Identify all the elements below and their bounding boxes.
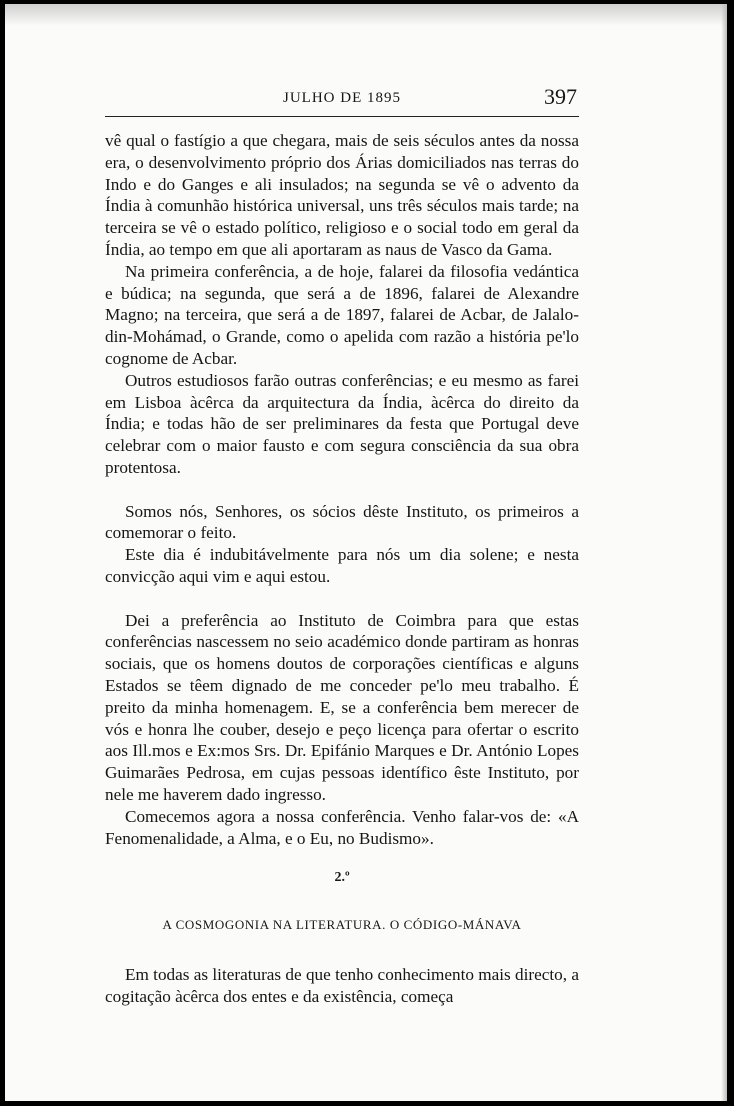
paragraph: Outros estudiosos farão outras conferências; e eu mesmo as farei em Lisboa àcêrca da arquitectura da Índia, àcêrca do direito da Índia; e todas hão de ser preliminares da festa que Portugal deve celebrar com o maior fausto e com segura consciência da sua obra protentosa. [105, 370, 579, 477]
book-page [5, 4, 727, 1101]
page-header [105, 86, 579, 116]
section-title: A COSMOGONIA NA LITERATURA. O CÓDIGO-MÁNAVA [162, 917, 522, 933]
paragraph: vê qual o fastígio a que chegara, mais de seis séculos antes da nossa era, o desenvolvimento próprio dos Árias domiciliados nas terras do Indo e do Ganges e ali insulados; na segunda se vê o advento da Índia à comunhão histórica universal, uns três séculos mais tarde; na terceira se vê o estado político, religioso e o social todo em geral da Índia, ao tempo em que ali aportaram as naus de Vasco da Gama. [105, 131, 579, 259]
paragraph: Somos nós, Senhores, os sócios dêste Instituto, os primeiros a comemorar o feito. [105, 501, 579, 543]
paragraph: Comecemos agora a nossa conferência. Venho falar-vos de: «A Fenomenalidade, a Alma, e o Eu, no Budismo». [105, 806, 579, 848]
section-number: 2.º [334, 870, 350, 886]
scan-shadow-top [5, 4, 727, 26]
scan-shadow-right [721, 4, 727, 1101]
header-rule [105, 116, 579, 117]
paragraph: Em todas as literaturas de que tenho conhecimento mais directo, a cogitação àcêrca dos entes e da existência, começa [105, 964, 579, 1006]
paragraph: Dei a preferência ao Instituto de Coimbra para que estas conferências nascessem no seio académico donde partiram as honras sociais, que os homens doutos de corporações científicas e alguns Estados se têem dignado de me conceder pe'lo meu trabalho. É preito da minha homenagem. E, se a conferência bem merecer de vós e honra lhe couber, desejo e peço licença para ofertar o escrito aos Ill.mos e Ex:mos Srs. Dr. Epifánio Marques e Dr. António Lopes Guimarães Pedrosa, em cujas pessoas identífico êste Instituto, por nele me haverem dado ingresso. [105, 610, 579, 804]
running-head: JULHO DE 1895 [283, 90, 401, 106]
paragraph: Na primeira conferência, a de hoje, falarei da filosofia vedántica e búdica; na segunda, que será a de 1896, falarei de Alexandre Magno; na terceira, que será a de 1897, falarei de Acbar, de Jalalo-din-Mohámad, o Grande, como o apelida com razão a história pe'lo cognome de Acbar. [105, 261, 579, 368]
page-number: 397 [544, 84, 577, 109]
body-text [105, 130, 579, 1007]
paragraph: Este dia é indubitávelmente para nós um dia solene; e nesta convicção aqui vim e aqui estou. [105, 545, 579, 586]
